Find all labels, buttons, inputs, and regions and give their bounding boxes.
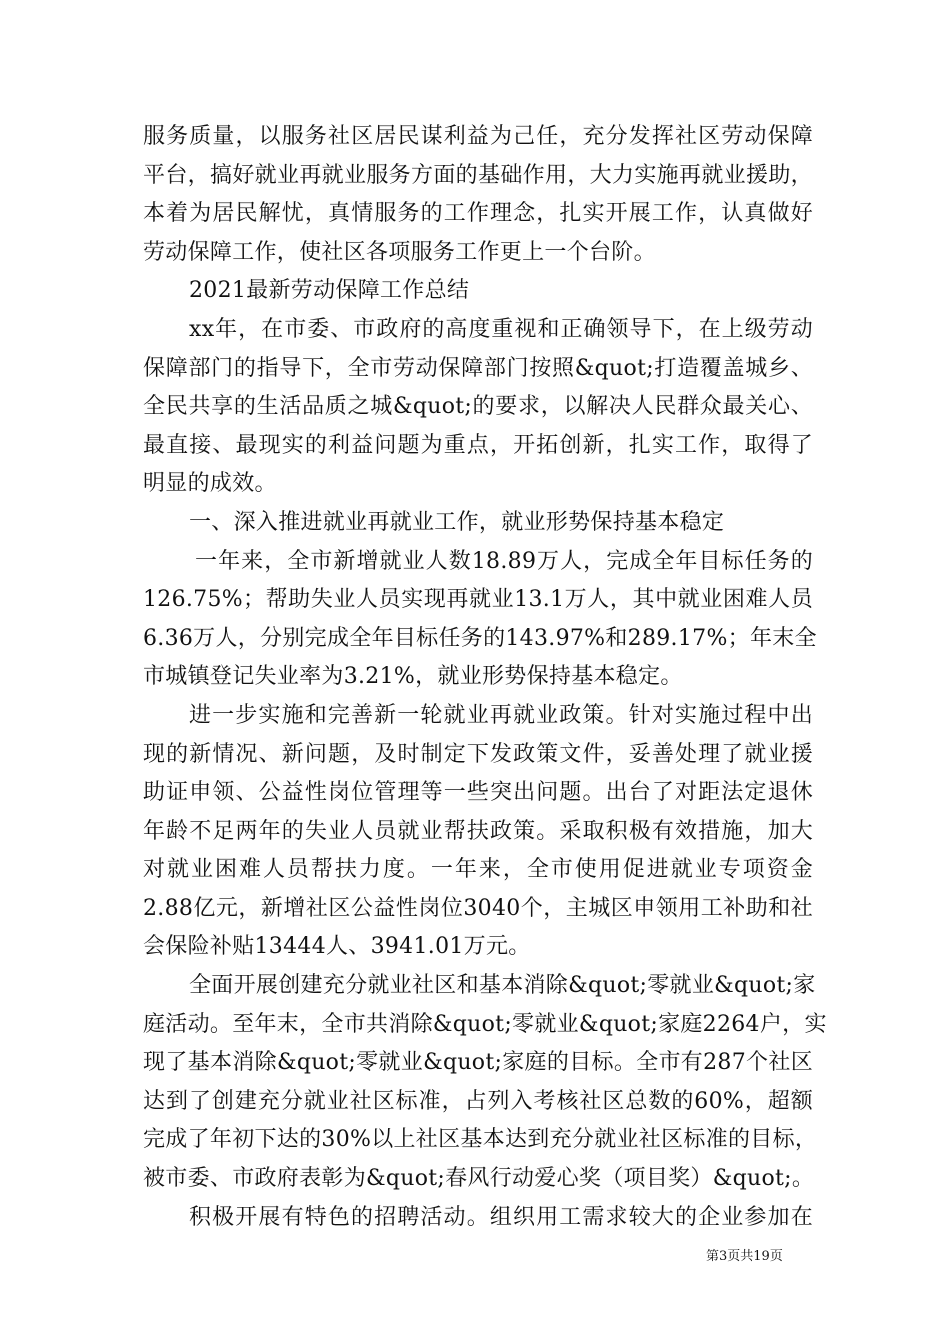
text-line: xx年，在市委、市政府的高度重视和正确领导下，在上级劳动 [189,316,813,342]
text-line: 助证申领、公益性岗位管理等一些突出问题。出台了对距法定退休 [143,780,813,806]
text-line: 现了基本消除&quot;零就业&quot;家庭的目标。全市有287个社区 [143,1050,813,1076]
text-line: 完成了年初下达的30%以上社区基本达到充分就业社区标准的目标， [143,1127,818,1153]
text-line: 被市委、市政府表彰为&quot;春风行动爱心奖（项目奖）&quot;。 [143,1166,815,1192]
text-line: 达到了创建充分就业社区标准，占列入考核社区总数的60%，超额 [143,1088,813,1114]
text-line: 6.36万人，分别完成全年目标任务的143.97%和289.17%；年末全 [143,625,817,651]
text-line: 积极开展有特色的招聘活动。组织用工需求较大的企业参加在 [189,1204,813,1230]
text-line: 本着为居民解忧，真情服务的工作理念，扎实开展工作，认真做好 [143,201,813,227]
text-line: 全面开展创建充分就业社区和基本消除&quot;零就业&quot;家 [189,973,816,999]
text-line: 年龄不足两年的失业人员就业帮扶政策。采取积极有效措施，加大 [143,818,813,844]
text-line: 现的新情况、新问题，及时制定下发政策文件，妥善处理了就业援 [143,741,813,767]
text-line: 服务质量，以服务社区居民谋利益为己任，充分发挥社区劳动保障 [143,124,813,149]
text-line: 市城镇登记失业率为3.21%，就业形势保持基本稳定。 [143,664,683,690]
text-line: 明显的成效。 [143,471,277,497]
document-body [143,118,827,1237]
section-title: 2021最新劳动保障工作总结 [189,278,470,304]
text-line: 劳动保障工作，使社区各项服务工作更上一个台阶。 [143,239,656,265]
text-line: 平台，搞好就业再就业服务方面的基础作用，大力实施再就业援助， [143,162,813,188]
text-line: 进一步实施和完善新一轮就业再就业政策。针对实施过程中出 [189,702,813,728]
text-line: 对就业困难人员帮扶力度。一年来，全市使用促进就业专项资金 [143,857,813,883]
section-heading: 一、深入推进就业再就业工作，就业形势保持基本稳定 [189,509,725,535]
page-number: 第3页共19页 [706,1249,783,1264]
text-line: 2.88亿元，新增社区公益性岗位3040个，主城区申领用工补助和社 [143,895,813,921]
text-line: 126.75%；帮助失业人员实现再就业13.1万人，其中就业困难人员 [143,587,813,613]
text-line: 全民共享的生活品质之城&quot;的要求，以解决人民群众最关心、 [143,394,813,420]
text-line: 最直接、最现实的利益问题为重点，开拓创新，扎实工作，取得了 [143,432,813,458]
text-line: 庭活动。至年末，全市共消除&quot;零就业&quot;家庭2264户，实 [143,1011,827,1037]
text-line: 一年来，全市新增就业人数18.89万人，完成全年目标任务的 [195,548,813,574]
text-line: 会保险补贴13444人、3941.01万元。 [143,934,531,960]
text-line: 保障部门的指导下，全市劳动保障部门按照&quot;打造覆盖城乡、 [143,355,813,381]
